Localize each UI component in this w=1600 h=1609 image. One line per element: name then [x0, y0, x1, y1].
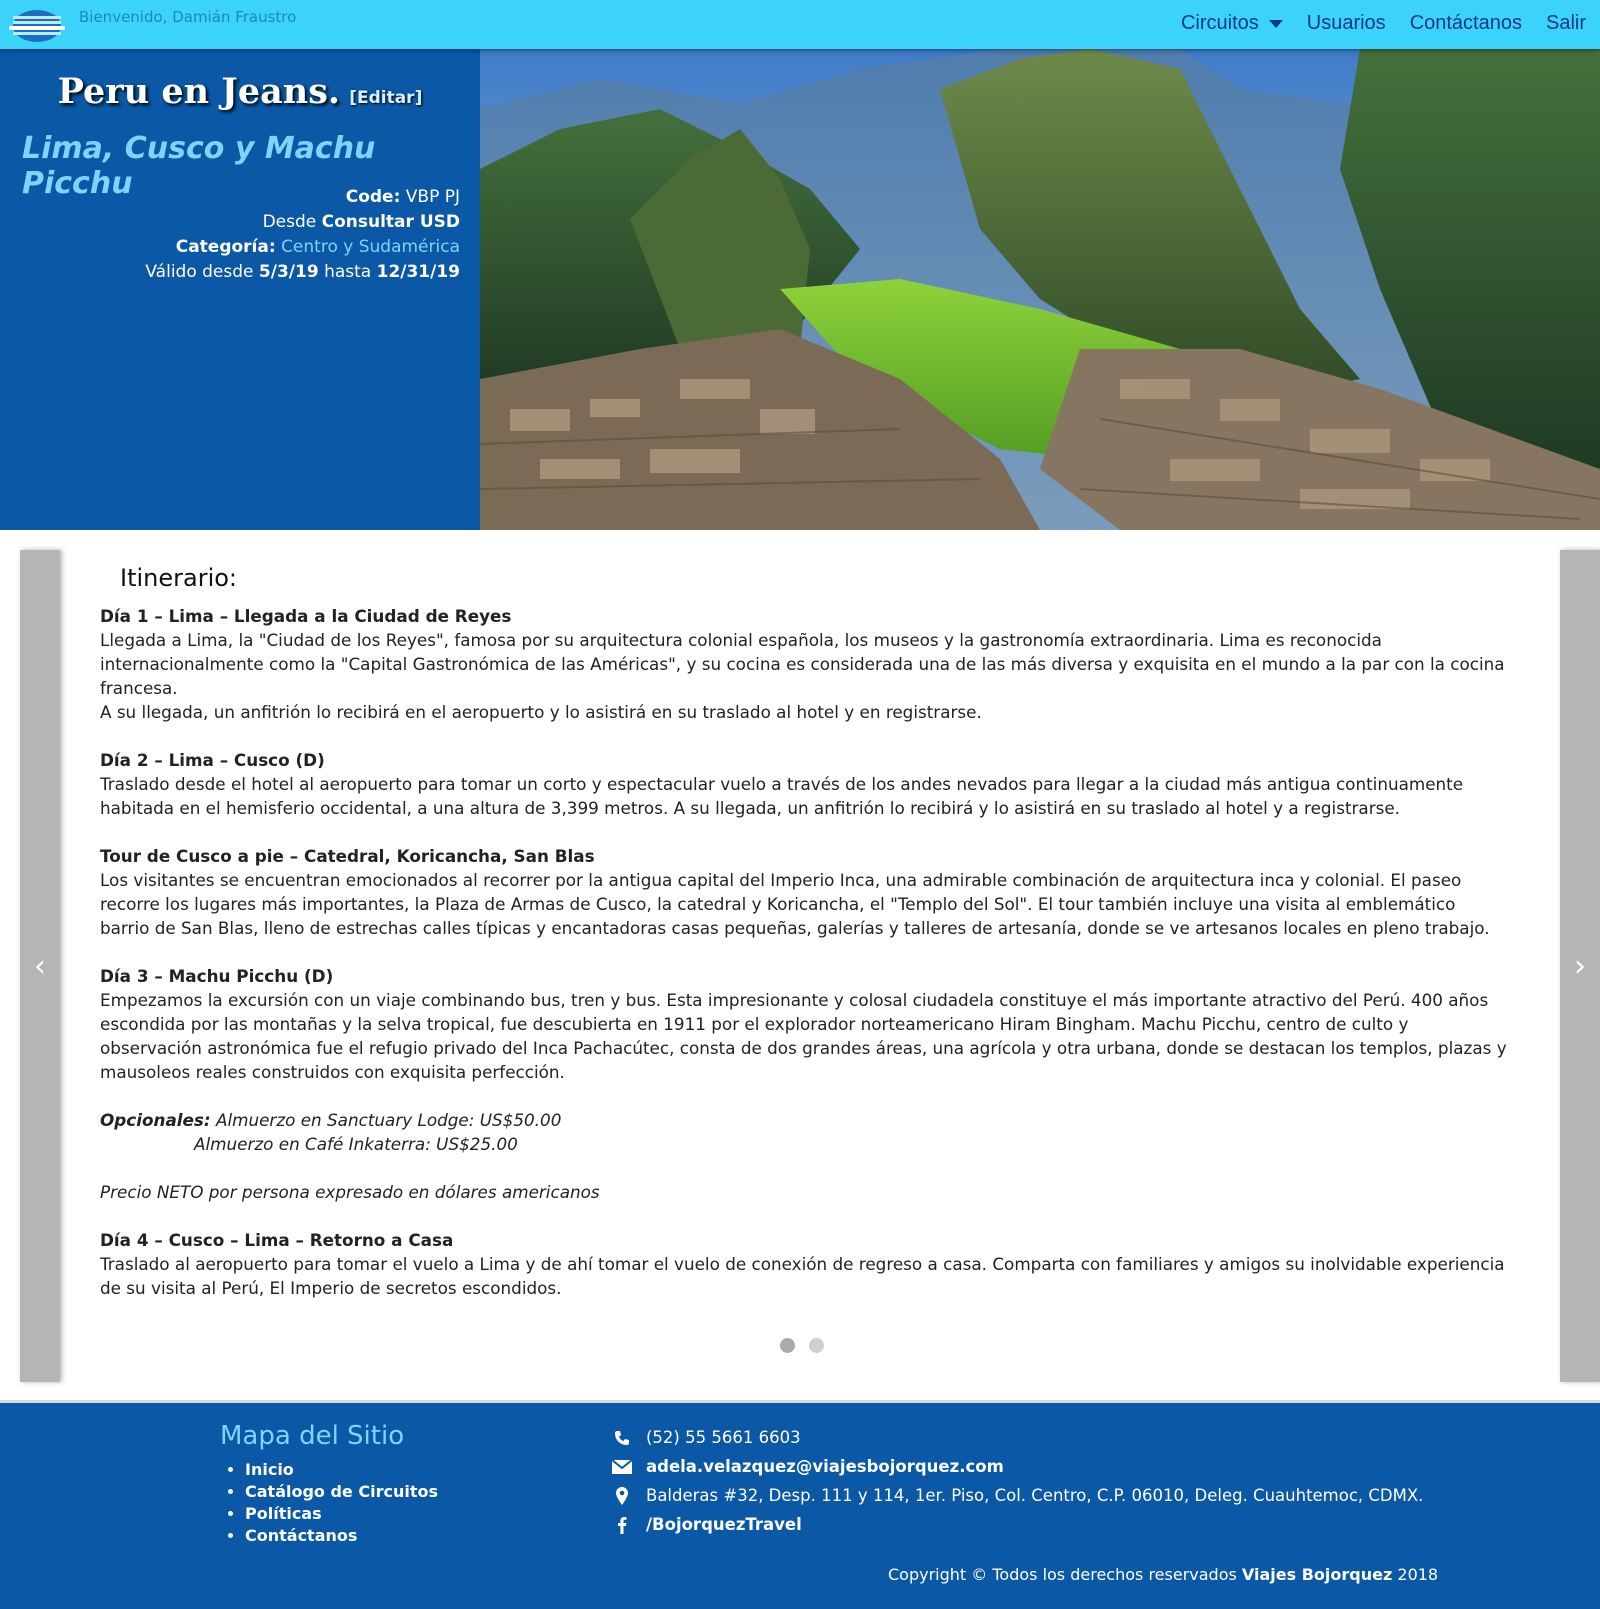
price-prefix: Desde — [262, 212, 317, 232]
day2-block — [100, 748, 1510, 820]
tour-info-panel — [0, 49, 480, 530]
code-label: Code: — [345, 187, 401, 207]
carousel-indicators — [780, 1338, 824, 1353]
facebook-link[interactable]: /BojorquezTravel — [646, 1515, 802, 1534]
nav-circuitos-label: Circuitos — [1180, 12, 1259, 34]
valid-to: 12/31/19 — [376, 262, 460, 282]
nav-salir[interactable]: Salir — [1545, 12, 1586, 34]
nav-menu — [1181, 12, 1586, 35]
optionals-block — [100, 1108, 1510, 1156]
category-label: Categoría: — [175, 237, 276, 257]
copyright — [888, 1565, 1438, 1584]
code-row — [145, 185, 460, 210]
address-row — [612, 1481, 1423, 1510]
welcome-message: Bienvenido, Damián Fraustro — [79, 8, 297, 26]
code-value: VBP PJ — [405, 187, 460, 207]
edit-link[interactable]: [Editar] — [349, 88, 423, 108]
site-footer — [0, 1400, 1600, 1609]
carousel-next-button[interactable] — [1560, 550, 1600, 1382]
sitemap-title: Mapa del Sitio — [220, 1421, 405, 1451]
facebook-row — [612, 1510, 1423, 1539]
tour-title-row — [0, 71, 480, 112]
day1-title: Día 1 – Lima – Llegada a la Ciudad de Reyes — [100, 606, 512, 626]
itinerary-content — [100, 550, 1510, 1324]
validity-row — [145, 260, 460, 285]
copyright-prefix: Copyright © Todos los derechos reservados — [888, 1565, 1237, 1584]
carousel-prev-button[interactable] — [20, 550, 60, 1382]
day1-block — [100, 604, 1510, 724]
copyright-year: 2018 — [1397, 1565, 1439, 1584]
brand-logo[interactable] — [5, 8, 69, 44]
day2-text: Traslado desde el hotel al aeropuerto para tomar un corto y espectacular vuelo a través de los andes nevados para llegar a la ciudad más antigua continuamente habitada en el hemisferio occidental, a una altura de 3,399 metros. A su llegada, un anfitrión lo recibirá y lo asistirá en su traslado al hotel y a registrarse. — [100, 774, 1464, 818]
sitemap-link-catalogo[interactable]: • Catálogo de Circuitos — [245, 1481, 438, 1503]
price-row — [145, 210, 460, 235]
day1-text2: A su llegada, un anfitrión lo recibirá en el aeropuerto y lo asistirá en su traslado al hotel y en registrarse. — [100, 702, 982, 722]
day4-title: Día 4 – Cusco – Lima – Retorno a Casa — [100, 1230, 454, 1250]
carousel-dot-2[interactable] — [809, 1338, 824, 1353]
sitemap-link-contactanos[interactable]: • Contáctanos — [245, 1525, 438, 1547]
day4-text: Traslado al aeropuerto para tomar el vuelo a Lima y de ahí tomar el vuelo de conexión de regreso a casa. Comparta con familiares y amigos su inolvidable experiencia de su visita al Perú, El Imperio de secretos escondidos. — [100, 1254, 1505, 1298]
email-row — [612, 1452, 1423, 1481]
nav-usuarios[interactable]: Usuarios — [1306, 12, 1386, 34]
carousel-dot-1[interactable] — [780, 1338, 795, 1353]
chevron-left-icon: ‹ — [34, 948, 46, 984]
valid-prefix: Válido desde — [145, 262, 254, 282]
tour-details — [145, 185, 460, 285]
price-note: Precio NETO por persona expresado en dólares americanos — [100, 1182, 600, 1202]
category-link[interactable]: Centro y Sudamérica — [281, 237, 460, 257]
tour-subtitle: Lima, Cusco y Machu Picchu — [22, 131, 376, 201]
day3-block — [100, 964, 1510, 1084]
optional-2: Almuerzo en Café Inkaterra: US$25.00 — [194, 1134, 518, 1154]
map-marker-icon — [612, 1487, 632, 1505]
address-text: Balderas #32, Desp. 111 y 114, 1er. Piso, Col. Centro, C.P. 06010, Deleg. Cuauhtemoc, CDMX. — [646, 1486, 1424, 1505]
phone-number: (52) 55 5661 6603 — [646, 1428, 801, 1447]
caret-down-icon — [1269, 20, 1283, 28]
tour-title: Peru en Jeans. — [57, 71, 341, 112]
sitemap-list — [220, 1459, 438, 1547]
optional-1-row — [100, 1108, 1510, 1132]
day3-title: Día 3 – Machu Picchu (D) — [100, 966, 334, 986]
day1-text: Llegada a Lima, la "Ciudad de los Reyes", famosa por su arquitectura colonial española, los museos y la gastronomía extraordinaria. Lima es reconocida internacionalmente como la "Capital Gastronómica de las Américas", y su cocina es considerada una de las más diversa y exquisita en el mundo a la par con la cocina francesa. — [100, 630, 1505, 698]
sitemap-link-politicas[interactable]: • Políticas — [245, 1503, 438, 1525]
top-navbar — [0, 0, 1600, 49]
contact-info — [612, 1423, 1423, 1539]
chevron-right-icon: › — [1574, 948, 1586, 984]
day2-title: Día 2 – Lima – Cusco (D) — [100, 750, 325, 770]
nav-contactanos[interactable]: Contáctanos — [1409, 12, 1522, 34]
valid-mid: hasta — [324, 262, 372, 282]
optionals-label: Opcionales: — [100, 1110, 211, 1130]
walking-tour-title: Tour de Cusco a pie – Catedral, Koricancha, San Blas — [100, 846, 595, 866]
tour-block — [100, 844, 1510, 940]
itinerary-heading: Itinerario: — [120, 564, 238, 592]
price-value: Consultar USD — [321, 212, 460, 232]
itinerary-carousel — [20, 550, 1600, 1382]
email-link[interactable]: adela.velazquez@viajesbojorquez.com — [646, 1457, 1004, 1476]
valid-from: 5/3/19 — [258, 262, 319, 282]
day3-text: Empezamos la excursión con un viaje combinando bus, tren y bus. Esta impresionante y colosal ciudadela constituye el más importante atractivo del Perú. 400 años escondida por las montañas y la selva tropical, fue descubierta en 1911 por el explorador norteamericano Hiram Bingham. Machu Picchu, centro de culto y observación astronómica fue el refugio privado del Inca Pachacútec, consta de dos grandes áreas, una agrícola y otra urbana, donde se destacan los templos, plazas y mausoleos reales construidos con exquisita perfección. — [100, 990, 1507, 1082]
copyright-brand: Viajes Bojorquez — [1241, 1565, 1393, 1584]
sitemap-link-inicio[interactable]: • Inicio — [245, 1459, 438, 1481]
category-row — [145, 235, 460, 260]
nav-circuitos[interactable] — [1181, 12, 1283, 35]
phone-icon — [612, 1430, 632, 1446]
tour-hero-image — [480, 49, 1600, 530]
envelope-icon — [612, 1460, 632, 1474]
phone-row — [612, 1423, 1423, 1452]
facebook-icon — [612, 1516, 632, 1534]
day4-block — [100, 1228, 1510, 1300]
walking-tour-text: Los visitantes se encuentran emocionados al recorrer por la antigua capital del Imperio Inca, una admirable combinación de arquitectura inca y colonial. El paseo recorre los lugares más importantes, la Plaza de Armas de Cusco, la catedral y Koricancha, el "Templo del Sol". El tour también incluye una visita al emblemático barrio de San Blas, lleno de estrechas calles típicas y encantadoras casas pequeñas, galerías y talleres de artesanía, donde se ve artesanos locales en pleno trabajo. — [100, 870, 1490, 938]
optional-1: Almuerzo en Sanctuary Lodge: US$50.00 — [215, 1110, 562, 1130]
